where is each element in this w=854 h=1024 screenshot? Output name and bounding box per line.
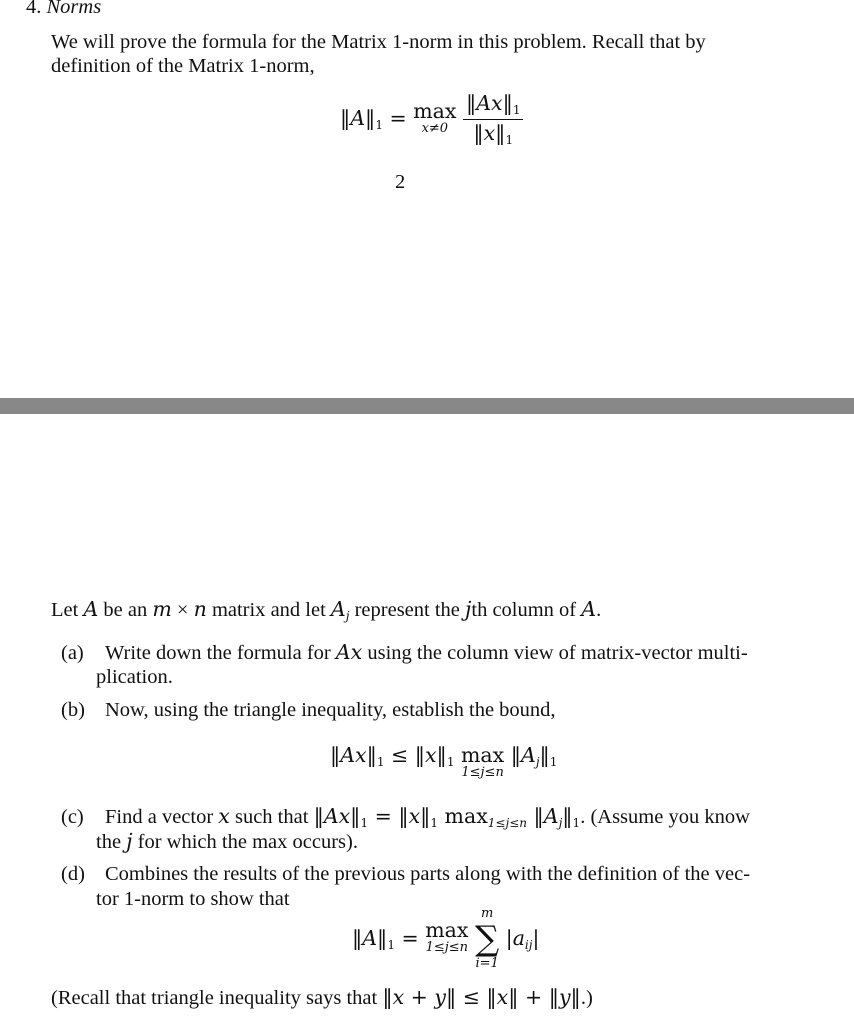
final-formula: ‖A‖1 = max 1≤j≤n m ∑ i=1 |aij|: [352, 906, 540, 971]
part-d-label: (d): [61, 863, 85, 885]
page-divider: [0, 398, 854, 414]
intro-line-2: definition of the Matrix 1-norm,: [51, 55, 315, 77]
part-c: (c) Find a vector x such that ‖Ax‖1 = ‖x‖1 max1≤j≤n ‖Aj‖1. (Assume you know: [61, 804, 750, 830]
problem-title: Norms: [46, 0, 102, 18]
part-b-label: (b): [61, 699, 85, 721]
part-b: (b) Now, using the triangle inequality, establish the bound,: [61, 699, 556, 721]
part-d: (d) Combines the results of the previous parts along with the definition of the vec-: [61, 863, 751, 885]
problem-header: [26, 0, 101, 20]
intro-line-1: We will prove the formula for the Matrix 1-norm in this problem. Recall that by: [51, 31, 706, 53]
part-a-label: (a): [61, 642, 84, 664]
recall-note: (Recall that triangle inequality says that ‖x + y‖ ≤ ‖x‖ + ‖y‖.): [51, 985, 593, 1009]
part-a: (a) Write down the formula for Ax using the column view of matrix-vector multi-: [61, 640, 748, 664]
problem-number: 4.: [26, 0, 42, 18]
part-c-label: (c): [61, 806, 84, 828]
part-c-line-2: the j for which the max occurs).: [96, 829, 358, 853]
page-number: 2: [395, 171, 406, 193]
setup-sentence: Let A be an m × n matrix and let Aj represent the jth column of A.: [51, 597, 602, 623]
bound-equation: ‖Ax‖1 ≤ ‖x‖1 max 1≤j≤n ‖Aj‖1: [330, 743, 558, 780]
part-d-line-2: tor 1-norm to show that: [96, 888, 290, 910]
definition-equation: ‖A‖1 = max x≠0 $\frac{‖Ax‖1}{‖x‖1}$: [340, 90, 523, 149]
part-a-line-2: plication.: [96, 666, 173, 688]
